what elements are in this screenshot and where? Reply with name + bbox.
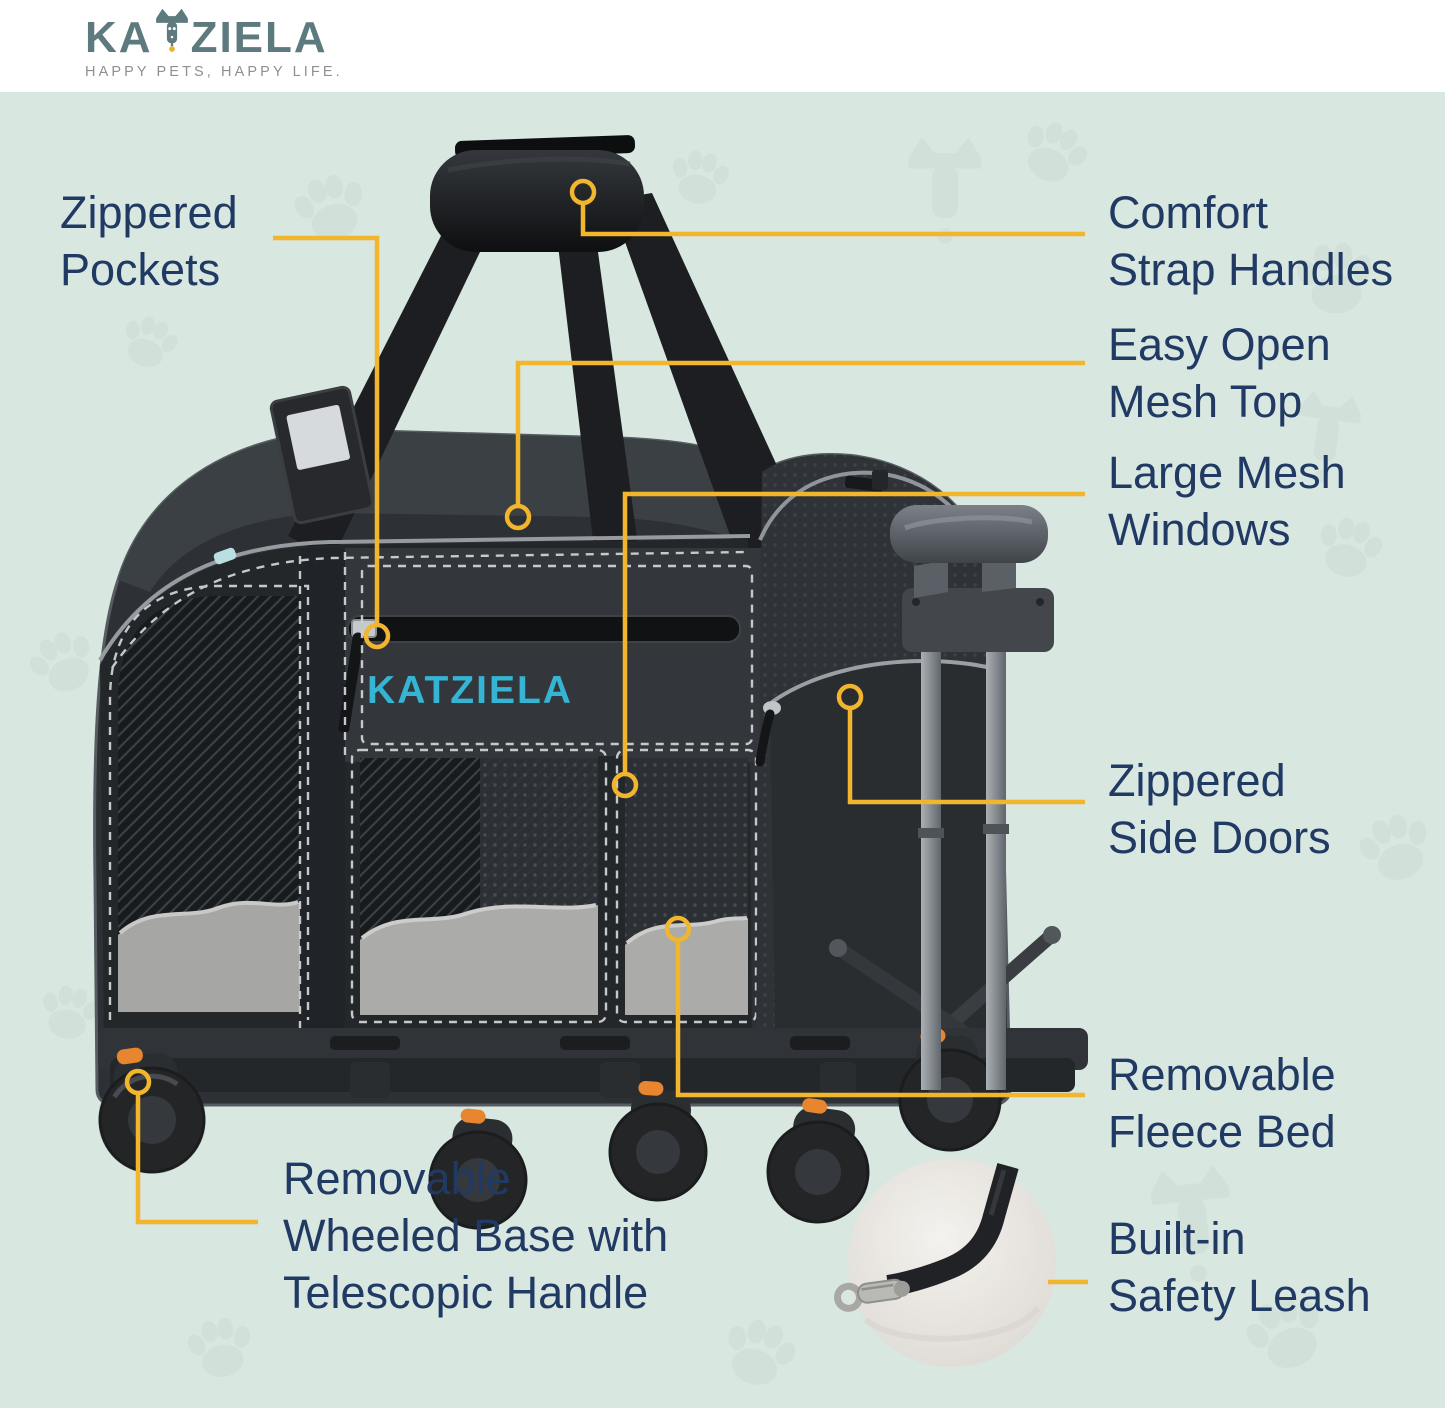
pocket-zipper-slit: [348, 616, 740, 642]
product-logo-text: KATZIELA: [367, 669, 573, 712]
safety-leash-inset: [836, 1159, 1056, 1367]
brand-text-suffix: ZIELA: [190, 13, 328, 62]
mesh-window-right: [625, 758, 748, 1015]
label-zippered-pockets: Zippered Pockets: [60, 187, 238, 295]
label-large-mesh-windows: Large Mesh Windows: [1108, 447, 1346, 555]
label-removable-wheeled-base: Removable Wheeled Base with Telescopic Handle: [283, 1153, 669, 1318]
label-zippered-side-doors: Zippered Side Doors: [1108, 755, 1331, 863]
mesh-window-center: [360, 758, 598, 1015]
label-comfort-strap-handles: Comfort Strap Handles: [1108, 187, 1394, 295]
label-built-in-safety-leash: Built-in Safety Leash: [1108, 1213, 1371, 1321]
pet-carrier-photo: [90, 135, 1088, 1233]
front-strap-band: [300, 548, 345, 1042]
caster-wheel: [762, 1094, 878, 1229]
handle-crossbar: [902, 588, 1054, 652]
label-easy-open-mesh-top: Easy Open Mesh Top: [1108, 319, 1331, 427]
brand-text-prefix: KA: [85, 13, 153, 62]
brand-tagline: HAPPY PETS, HAPPY LIFE.: [85, 64, 343, 80]
front-pocket: [344, 548, 770, 762]
mesh-window-left: [118, 596, 300, 1012]
label-removable-fleece-bed: Removable Fleece Bed: [1108, 1049, 1336, 1157]
handle-grip: [890, 505, 1048, 563]
